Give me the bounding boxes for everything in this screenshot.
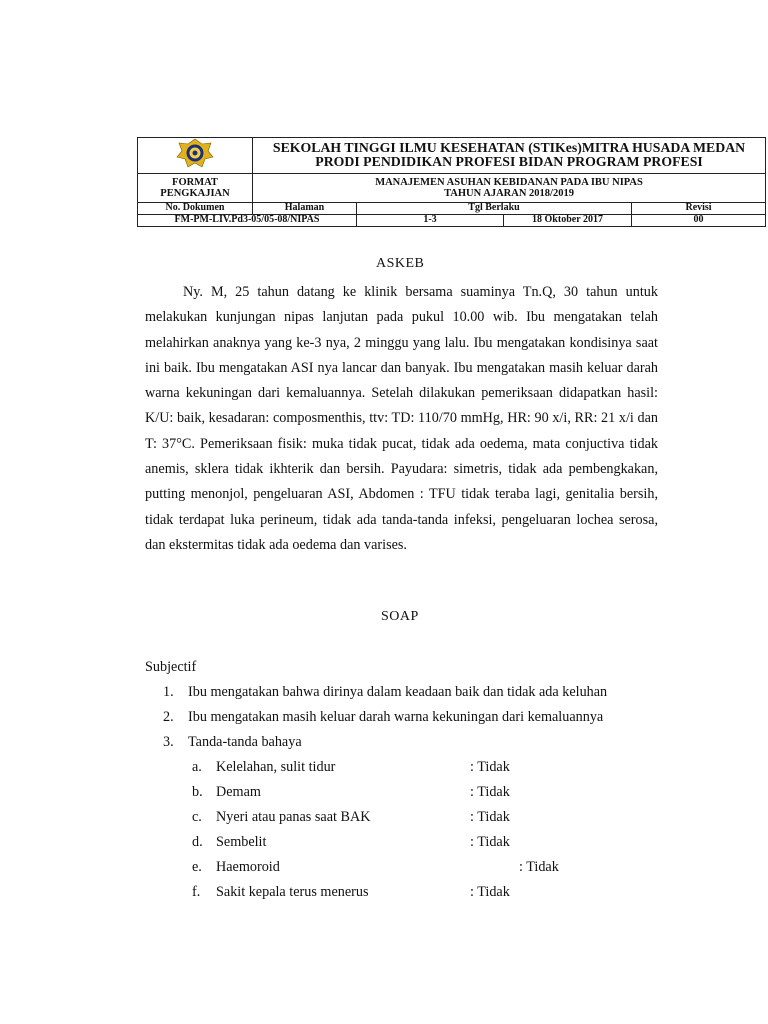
valid-date-value: 18 Oktober 2017 — [504, 214, 632, 226]
format-label-line-2: PENGKAJIAN — [160, 187, 230, 199]
institution-seal-icon — [175, 138, 215, 168]
danger-sign-text: Sakit kepala terus menerus — [216, 884, 369, 900]
danger-sign-value: : Tidak — [470, 884, 510, 900]
logo-cell — [138, 138, 253, 174]
institution-line-1: SEKOLAH TINGGI ILMU KESEHATAN (STIKes)MITRA HUSADA MEDAN — [272, 139, 746, 155]
danger-sign-letter: d. — [192, 834, 203, 850]
institution-name — [253, 138, 766, 174]
danger-sign-letter: e. — [192, 859, 202, 875]
list-item-text: Ibu mengatakan bahwa dirinya dalam keadaan baik dan tidak ada keluhan — [188, 684, 608, 700]
list-item-number: 1. — [163, 684, 174, 700]
revision-value: 00 — [632, 214, 766, 226]
askeb-heading: ASKEB — [376, 256, 425, 271]
column-header-document-number: No. Dokumen — [138, 202, 253, 214]
danger-sign-value: : Tidak — [519, 859, 559, 875]
danger-sign-value: : Tidak — [470, 834, 510, 850]
soap-heading: SOAP — [381, 609, 419, 624]
document-header-table — [137, 137, 766, 227]
subjective-label: Subjectif — [145, 659, 197, 675]
danger-sign-value: : Tidak — [470, 784, 510, 800]
danger-sign-letter: a. — [192, 759, 202, 775]
list-item-text: Tanda-tanda bahaya — [188, 734, 302, 750]
danger-sign-letter: c. — [192, 809, 202, 825]
document-title — [253, 173, 766, 202]
column-header-page: Halaman — [253, 202, 357, 214]
danger-sign-letter: b. — [192, 784, 203, 800]
danger-sign-text: Demam — [216, 784, 261, 800]
document-number-value: FM-PM-LIV.Pd3-05/05-08/NIPAS — [138, 214, 357, 226]
document-title-line-1: MANAJEMEN ASUHAN KEBIDANAN PADA IBU NIPAS — [375, 176, 643, 188]
danger-sign-text: Haemoroid — [216, 859, 280, 875]
danger-sign-text: Kelelahan, sulit tidur — [216, 759, 336, 775]
list-item-number: 3. — [163, 734, 174, 750]
danger-sign-value: : Tidak — [470, 759, 510, 775]
danger-sign-text: Sembelit — [216, 834, 267, 850]
column-header-revision: Revisi — [632, 202, 766, 214]
format-label-line-1: FORMAT — [172, 176, 218, 188]
column-header-valid-date: Tgl Berlaku — [357, 202, 632, 214]
page-value: 1-3 — [357, 214, 504, 226]
institution-line-2: PRODI PENDIDIKAN PROFESI BIDAN PROGRAM PROFESI — [315, 154, 703, 170]
danger-sign-value: : Tidak — [470, 809, 510, 825]
case-paragraph: Ny. M, 25 tahun datang ke klinik bersama suaminya Tn.Q, 30 tahun untuk melakukan kunjungan nipas lanjutan pada pukul 10.00 wib. Ibu mengatakan telah melahirkan anaknya yang ke-3 nya, 2 minggu yang lalu. Ibu mengatakan kondisinya saat ini baik. Ibu mengatakan ASI nya lancar dan banyak. Ibu mengatakan masih keluar darah warna kekuningan dari kemaluannya. Setelah dilakukan pemeriksaan didapatkan hasil: K/U: baik, kesadaran: composmenthis, ttv: TD: 110/70 mmHg, HR: 90 x/i, RR: 21 x/i dan T: 37°C. Pemeriksaan fisik: muka tidak pucat, tidak ada oedema, mata conjuctiva tidak anemis, sklera tidak ikhterik dan bersih. Payudara: simetris, tidak ada pembengkakan, putting menonjol, pengeluaran ASI, Abdomen : TFU tidak teraba lagi, genitalia bersih, tidak terdapat luka perineum, tidak ada tanda-tanda infeksi, pengeluaran lochea serosa, dan ekstermitas tidak ada oedema dan varises. — [145, 284, 658, 553]
format-label — [138, 173, 253, 202]
danger-sign-text: Nyeri atau panas saat BAK — [216, 809, 371, 825]
danger-sign-letter: f. — [192, 884, 201, 900]
list-item-number: 2. — [163, 709, 174, 725]
document-title-line-2: TAHUN AJARAN 2018/2019 — [444, 187, 574, 199]
list-item-text: Ibu mengatakan masih keluar darah warna kekuningan dari kemaluannya — [188, 709, 604, 725]
